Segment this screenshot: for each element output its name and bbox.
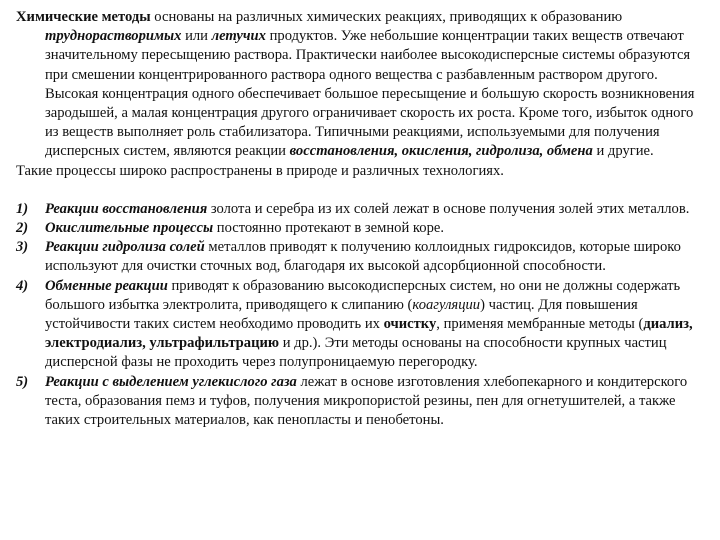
list-item-text: лежат в основе изготовления хлебопекарного и кондитерского теста, образования пемз и туфов, получения микропористой резины, пен для огнетушителей, а также таких строительных материалов, как пенопласты и пенобетоны. <box>45 373 688 429</box>
list-item-text: металлов приводят к получению коллоидных гидроксидов, которые широко используют для очистки сточных вод, благодаря их высокой адсорбционной способности. <box>45 239 681 275</box>
list-item-text: золота и серебра из их солей лежат в основе получения золей этих металлов. <box>207 200 690 217</box>
document-page <box>16 8 708 430</box>
processes-sentence: Такие процессы широко распространены в природе и различных технологиях. <box>16 162 504 179</box>
list-item-reduction <box>16 200 708 219</box>
list-item-heading: Реакции гидролиза солей <box>45 239 205 256</box>
list-number: 3) <box>16 239 29 256</box>
list-item-heading: Окислительные процессы <box>45 220 214 237</box>
list-item-heading: Обменные реакции <box>45 277 168 294</box>
list-item-co2 <box>16 373 708 431</box>
list-item-text: приводят к образованию высокодисперсных систем, но они не должны содержать большого избытка электролита, приводящего к слипанию ( <box>45 277 681 313</box>
list-item-heading: Реакции с выделением углекислого газа <box>45 373 297 390</box>
intro-text-4: и другие. <box>592 143 654 160</box>
term-chemical-methods: Химические методы <box>16 9 151 25</box>
list-number: 4) <box>16 277 29 294</box>
intro-paragraph <box>16 8 708 162</box>
term-coagulation: коагуляции <box>412 296 481 313</box>
intro-text-1: основаны на различных химических реакциях, приводящих к образованию <box>150 9 623 25</box>
intro-text-3: продуктов. Уже небольшие концентрации таких веществ отвечают значительному пересыщению раствора. Практически наиболее высокодисперсные системы образуются при смешении концентрированного раствора одного вещества с разбавленным раствором другого. Высокая концентрация одного обеспечивает большое пересыщение и большую скорость возникновения зародышей, а малая концентрация другого ограничивает скорость их роста. Кроме того, избыток одного из веществ выполняет роль стабилизатора. Типичными реакциями, используемыми для получения дисперсных систем, являются реакции <box>45 28 695 160</box>
term-membrane-methods: диализ, электродиализ, ультрафильтрацию <box>45 316 693 352</box>
term-reaction-types: восстановления, окисления, гидролиза, обмена <box>289 143 593 160</box>
list-item-text: и др.). Эти методы основаны на способности крупных частиц дисперсной фазы не проходить через полупроницаемую перегородку. <box>45 335 667 371</box>
list-item-text: постоянно протекают в земной коре. <box>213 220 445 237</box>
list-item-text: , применяя мембранные методы ( <box>436 316 644 333</box>
reactions-list <box>16 200 708 430</box>
list-item-oxidation <box>16 219 708 238</box>
term-purification: очистку <box>383 316 437 333</box>
list-number: 2) <box>16 220 29 237</box>
intro-text-2: или <box>181 28 212 45</box>
list-item-text: ) частиц. Для повышения устойчивости таких систем необходимо проводить их <box>45 296 638 333</box>
term-poorly-soluble: труднорастворимых <box>45 28 182 45</box>
list-number: 5) <box>16 373 29 390</box>
list-item-hydrolysis <box>16 238 708 276</box>
list-number: 1) <box>16 200 29 217</box>
list-item-exchange <box>16 277 708 373</box>
list-item-heading: Реакции восстановления <box>45 200 208 217</box>
term-volatile: летучих <box>211 28 266 45</box>
